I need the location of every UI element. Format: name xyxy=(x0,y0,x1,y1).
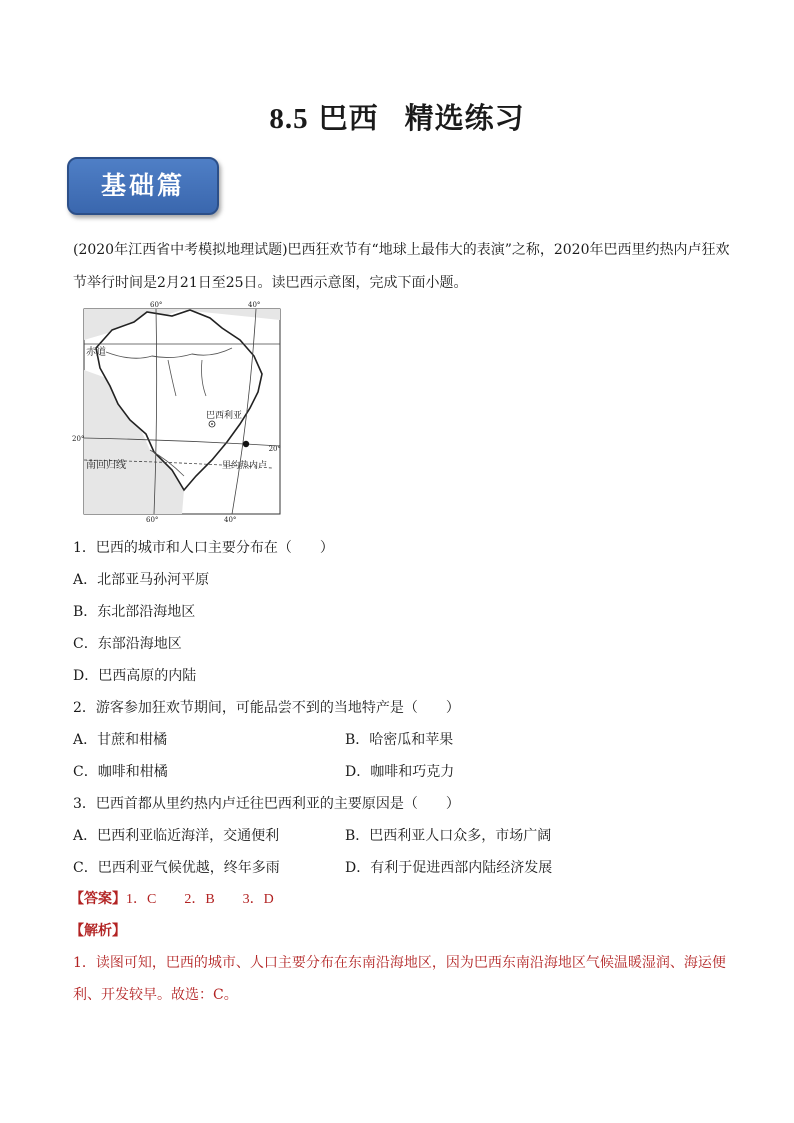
rio-marker xyxy=(243,441,249,447)
answer-label: 【答案】 xyxy=(70,891,126,907)
question-1-option-a: A．北部亚马孙河平原 xyxy=(73,572,210,588)
question-1-option-c: C．东部沿海地区 xyxy=(73,636,182,652)
answer-value: 1．C 2．B 3．D xyxy=(126,892,274,907)
question-3-stem: 3．巴西首都从里约热内卢迁往巴西利亚的主要原因是（ ） xyxy=(73,796,460,812)
label-equator: 赤道 xyxy=(86,347,106,358)
question-3-option-b: B．巴西利亚人口众多，市场广阔 xyxy=(345,828,552,844)
label-lon60-bot: 60° xyxy=(146,516,159,524)
question-2-option-b: B．哈密瓜和苹果 xyxy=(345,732,454,748)
page-title xyxy=(0,96,794,137)
label-rio: 里约热内卢 xyxy=(222,461,268,471)
question-2-option-c: C．咖啡和柑橘 xyxy=(73,764,168,780)
label-lon40-bot: 40° xyxy=(224,516,237,524)
analysis-line-2: 利、开发较早。故选：C。 xyxy=(73,987,238,1003)
question-2-option-d: D．咖啡和巧克力 xyxy=(345,764,455,780)
brazil-map xyxy=(72,300,282,524)
question-2-stem: 2．游客参加狂欢节期间，可能品尝不到的当地特产是（ ） xyxy=(73,700,460,716)
intro-line-1: (2020年江西省中考模拟地理试题)巴西狂欢节有“地球上最伟大的表演”之称，2020年巴西里约热内卢狂欢 xyxy=(73,242,730,258)
label-lat20-left: 20° xyxy=(72,435,85,443)
intro-line-2: 节举行时间是2月21日至25日。读巴西示意图，完成下面小题。 xyxy=(73,275,468,291)
title-subtitle: 精选练习 xyxy=(404,101,525,135)
section-badge: 基础篇 xyxy=(67,157,219,215)
label-brasilia: 巴西利亚 xyxy=(206,411,243,421)
question-1-option-b: B．东北部沿海地区 xyxy=(73,604,196,620)
question-3-option-a: A．巴西利亚临近海洋，交通便利 xyxy=(73,828,280,844)
answer-line xyxy=(70,888,274,908)
question-1-stem: 1．巴西的城市和人口主要分布在（ ） xyxy=(73,540,334,556)
title-section-number: 8.5 xyxy=(269,103,309,135)
label-lat20-right: 20° xyxy=(268,445,281,453)
label-tropic: 南回归线 xyxy=(86,460,126,471)
question-1-option-d: D．巴西高原的内陆 xyxy=(73,668,197,684)
analysis-line-1: 1．读图可知，巴西的城市、人口主要分布在东南沿海地区，因为巴西东南沿海地区气候温暖湿润、海运便 xyxy=(73,955,726,971)
question-3-option-d: D．有利于促进西部内陆经济发展 xyxy=(345,860,553,876)
label-lon60-top: 60° xyxy=(150,301,163,309)
analysis-label: 【解析】 xyxy=(70,923,126,939)
question-2-option-a: A．甘蔗和柑橘 xyxy=(73,732,168,748)
label-lon40-top: 40° xyxy=(248,301,261,309)
title-country: 巴西 xyxy=(318,101,379,135)
question-3-option-c: C．巴西利亚气候优越，终年多雨 xyxy=(73,860,280,876)
